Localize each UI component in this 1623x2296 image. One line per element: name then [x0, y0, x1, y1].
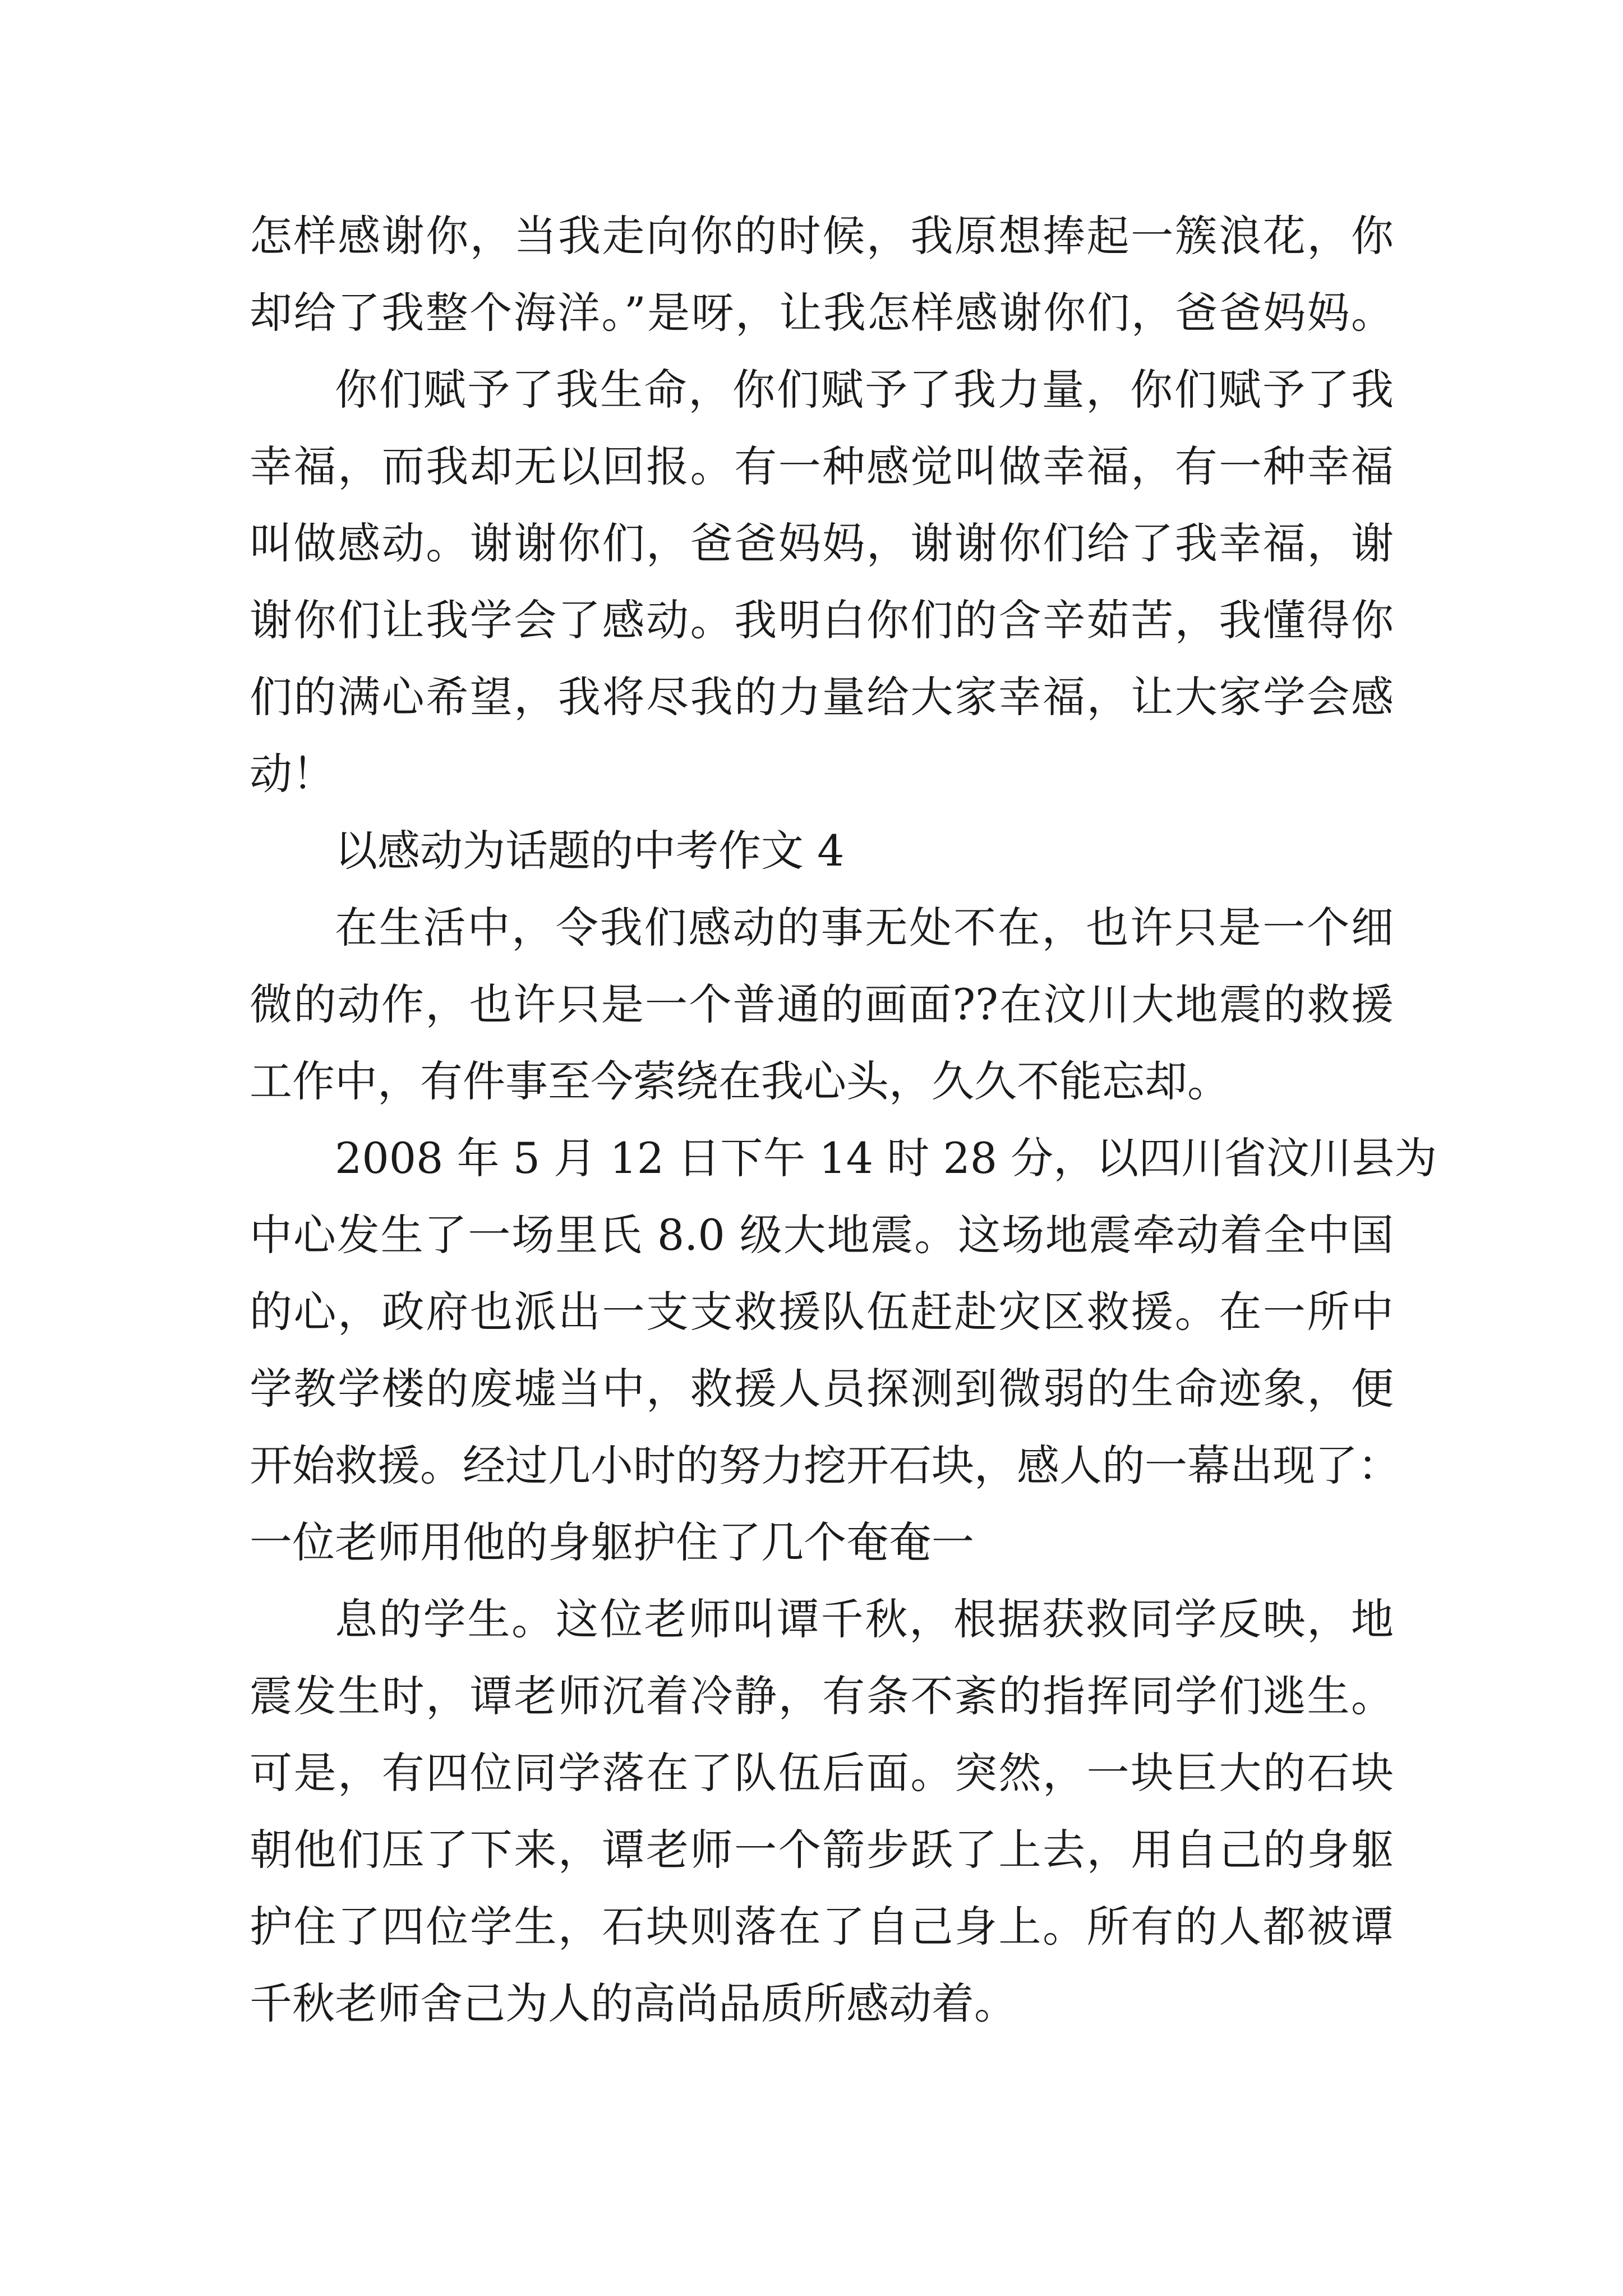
text-line: 震发生时，谭老师沉着冷静，有条不紊的指挥同学们逃生。	[250, 1671, 1394, 1721]
text-line: 微的动作，也许只是一个普通的画面??在汶川大地震的救援	[250, 979, 1394, 1029]
text-line: 你们赋予了我生命，你们赋予了我力量，你们赋予了我	[335, 365, 1394, 415]
text-line: 工作中，有件事至今萦绕在我心头，久久不能忘却。	[250, 1056, 1230, 1106]
section-heading: 以感动为话题的中考作文 4	[335, 826, 845, 876]
text-line: 2008 年 5 月 12 日下午 14 时 28 分，以四川省汶川县为	[335, 1133, 1437, 1183]
text-line: 们的满心希望，我将尽我的力量给大家幸福，让大家学会感	[250, 672, 1394, 722]
essay-text-block	[250, 197, 1437, 2042]
text-line: 的心，政府也派出一支支救援队伍赶赴灾区救援。在一所中	[250, 1287, 1394, 1337]
text-line: 息的学生。这位老师叫谭千秋，根据获救同学反映，地	[335, 1594, 1394, 1644]
text-line: 却给了我整个海洋。”是呀，让我怎样感谢你们，爸爸妈妈。	[250, 288, 1394, 338]
text-line: 朝他们压了下来，谭老师一个箭步跃了上去，用自己的身躯	[250, 1825, 1394, 1875]
text-line: 动！	[250, 749, 335, 799]
text-line: 幸福，而我却无以回报。有一种感觉叫做幸福，有一种幸福	[250, 441, 1394, 491]
text-line: 怎样感谢你，当我走向你的时候，我原想捧起一簇浪花，你	[250, 211, 1394, 261]
text-line: 学教学楼的废墟当中，救援人员探测到微弱的生命迹象，便	[250, 1364, 1394, 1414]
text-line: 开始救援。经过几小时的努力挖开石块，感人的一幕出现了：	[250, 1441, 1400, 1490]
text-line: 在生活中，令我们感动的事无处不在，也许只是一个细	[335, 903, 1394, 953]
text-line: 中心发生了一场里氏 8.0 级大地震。这场地震牵动着全中国	[250, 1210, 1394, 1260]
text-line: 护住了四位学生，石块则落在了自己身上。所有的人都被谭	[250, 1902, 1394, 1952]
text-line: 一位老师用他的身躯护住了几个奄奄一	[250, 1517, 974, 1567]
text-line: 可是，有四位同学落在了队伍后面。突然，一块巨大的石块	[250, 1748, 1394, 1798]
text-line: 千秋老师舍己为人的高尚品质所感动着。	[250, 1978, 1017, 2028]
text-line: 谢你们让我学会了感动。我明白你们的含辛茹苦，我懂得你	[250, 595, 1394, 645]
text-line: 叫做感动。谢谢你们，爸爸妈妈，谢谢你们给了我幸福，谢	[250, 518, 1394, 568]
